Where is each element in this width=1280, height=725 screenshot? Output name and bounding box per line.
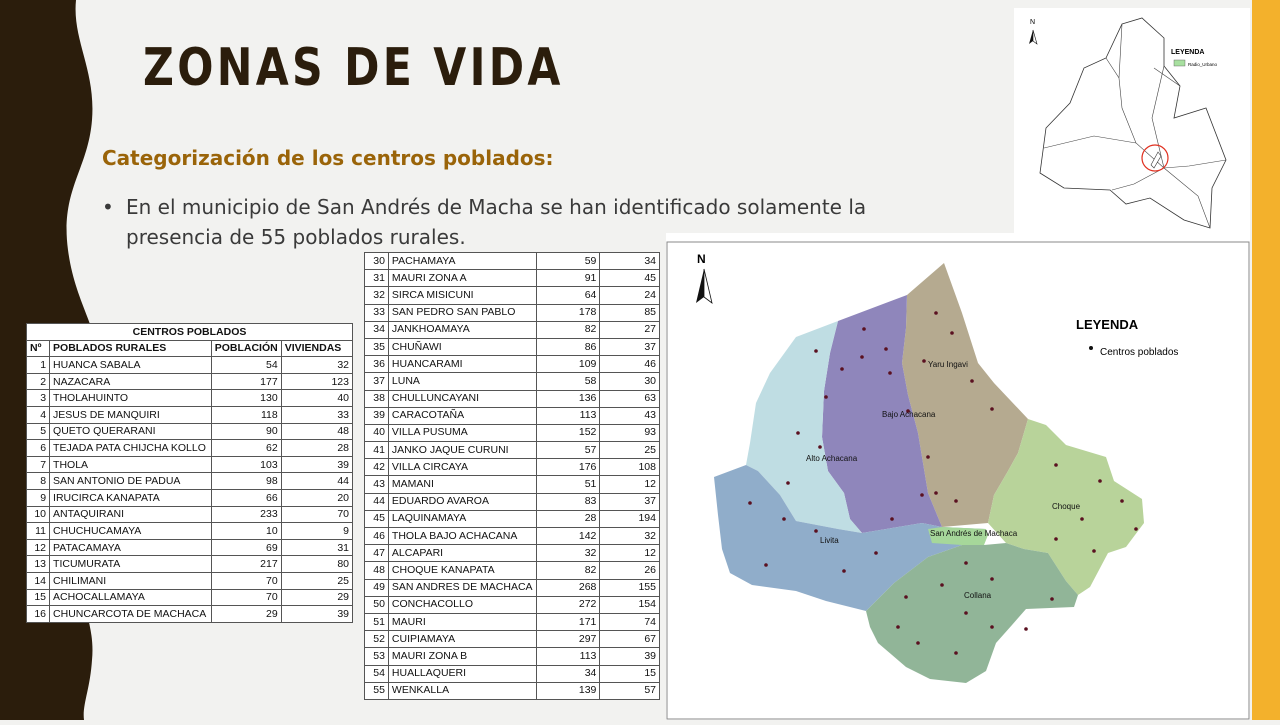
cell-poblado: IRUCIRCA KANAPATA <box>50 489 212 506</box>
cell-poblado: MAURI ZONA A <box>388 270 536 287</box>
table-row <box>27 489 353 506</box>
cell-poblado: SAN PEDRO SAN PABLO <box>388 304 536 321</box>
table-row <box>365 579 660 596</box>
cell-poblado: ANTAQUIRANI <box>50 506 212 523</box>
cell-viviendas: 12 <box>600 476 660 493</box>
cell-viviendas: 27 <box>600 321 660 338</box>
table-row <box>27 423 353 440</box>
table-row <box>365 510 660 527</box>
cell-number: 46 <box>365 528 389 545</box>
cell-poblacion: 142 <box>536 528 600 545</box>
cell-poblacion: 171 <box>536 613 600 630</box>
cell-number: 32 <box>365 287 389 304</box>
table-row <box>27 606 353 623</box>
cell-poblado: HUALLAQUERI <box>388 665 536 682</box>
cell-poblado: SAN ANDRES DE MACHACA <box>388 579 536 596</box>
cell-poblado: CHULLUNCAYANI <box>388 390 536 407</box>
zone-label-collana: Collana <box>964 591 992 600</box>
cell-viviendas: 32 <box>281 357 352 374</box>
cell-viviendas: 154 <box>600 596 660 613</box>
table-row <box>27 473 353 490</box>
cell-poblado: CUIPIAMAYA <box>388 631 536 648</box>
table-row <box>365 407 660 424</box>
cell-viviendas: 194 <box>600 510 660 527</box>
cell-number: 6 <box>27 440 50 457</box>
cell-poblado: THOLAHUINTO <box>50 390 212 407</box>
map-north-label: N <box>697 252 706 266</box>
cell-number: 31 <box>365 270 389 287</box>
zone-label-choque: Choque <box>1052 502 1081 511</box>
map-legend-title: LEYENDA <box>1076 317 1139 332</box>
table-row <box>365 648 660 665</box>
cell-number: 11 <box>27 523 50 540</box>
cell-number: 44 <box>365 493 389 510</box>
cell-viviendas: 33 <box>281 406 352 423</box>
cell-poblacion: 58 <box>536 373 600 390</box>
zone-label-yaru-ingavi: Yaru Ingavi <box>928 360 968 369</box>
cell-number: 39 <box>365 407 389 424</box>
cell-viviendas: 25 <box>600 442 660 459</box>
table-row <box>27 440 353 457</box>
cell-poblado: MAURI ZONA B <box>388 648 536 665</box>
table-row <box>365 338 660 355</box>
inset-north-arrow-icon <box>1029 30 1033 44</box>
cell-poblacion: 29 <box>211 606 281 623</box>
cell-number: 53 <box>365 648 389 665</box>
table-row <box>365 682 660 699</box>
cell-viviendas: 80 <box>281 556 352 573</box>
zone-label-alto-achacana: Alto Achacana <box>806 454 858 463</box>
cell-number: 5 <box>27 423 50 440</box>
cell-viviendas: 40 <box>281 390 352 407</box>
cell-poblado: CHUNCARCOTA DE MACHACA <box>50 606 212 623</box>
cell-poblacion: 70 <box>211 589 281 606</box>
cell-poblacion: 118 <box>211 406 281 423</box>
cell-number: 2 <box>27 373 50 390</box>
cell-viviendas: 155 <box>600 579 660 596</box>
cell-viviendas: 39 <box>600 648 660 665</box>
cell-viviendas: 26 <box>600 562 660 579</box>
cell-number: 55 <box>365 682 389 699</box>
cell-poblado: CHOQUE KANAPATA <box>388 562 536 579</box>
cell-poblacion: 178 <box>536 304 600 321</box>
cell-number: 9 <box>27 489 50 506</box>
cell-number: 47 <box>365 545 389 562</box>
cell-viviendas: 34 <box>600 253 660 270</box>
table-row <box>365 253 660 270</box>
cell-poblacion: 98 <box>211 473 281 490</box>
cell-poblado: CONCHACOLLO <box>388 596 536 613</box>
cell-poblado: TICUMURATA <box>50 556 212 573</box>
zone-label-livita: Livita <box>820 536 839 545</box>
cell-poblado: WENKALLA <box>388 682 536 699</box>
cell-poblacion: 136 <box>536 390 600 407</box>
zone-label-san-andres: San Andrés de Machaca <box>930 529 1018 538</box>
cell-poblado: VILLA CIRCAYA <box>388 459 536 476</box>
cell-viviendas: 29 <box>281 589 352 606</box>
cell-number: 42 <box>365 459 389 476</box>
table-row <box>365 493 660 510</box>
cell-number: 14 <box>27 572 50 589</box>
cell-viviendas: 32 <box>600 528 660 545</box>
table-row <box>365 373 660 390</box>
cell-viviendas: 93 <box>600 424 660 441</box>
inset-north-label: N <box>1030 19 1036 26</box>
cell-number: 37 <box>365 373 389 390</box>
cell-number: 49 <box>365 579 389 596</box>
cell-viviendas: 20 <box>281 489 352 506</box>
table-row <box>365 356 660 373</box>
inset-legend-swatch <box>1174 60 1185 66</box>
table-row <box>365 390 660 407</box>
cell-poblacion: 152 <box>536 424 600 441</box>
cell-poblacion: 113 <box>536 648 600 665</box>
table-row <box>365 442 660 459</box>
cell-poblado: MAMANI <box>388 476 536 493</box>
cell-number: 45 <box>365 510 389 527</box>
cell-viviendas: 67 <box>600 631 660 648</box>
table-row <box>27 390 353 407</box>
cell-number: 52 <box>365 631 389 648</box>
cell-poblacion: 272 <box>536 596 600 613</box>
cell-poblado: ALCAPARI <box>388 545 536 562</box>
table-row <box>27 539 353 556</box>
cell-poblacion: 70 <box>211 572 281 589</box>
cell-viviendas: 37 <box>600 493 660 510</box>
cell-poblacion: 57 <box>536 442 600 459</box>
cell-poblacion: 109 <box>536 356 600 373</box>
main-map-graphic <box>666 233 1250 720</box>
cell-poblado: CARACOTAÑA <box>388 407 536 424</box>
cell-number: 15 <box>27 589 50 606</box>
cell-poblacion: 66 <box>211 489 281 506</box>
table-row <box>365 321 660 338</box>
cell-viviendas: 74 <box>600 613 660 630</box>
cell-number: 38 <box>365 390 389 407</box>
table-row <box>365 476 660 493</box>
table-row <box>27 373 353 390</box>
table-row <box>365 631 660 648</box>
column-header: Nº <box>27 340 50 357</box>
table-row <box>365 596 660 613</box>
cell-viviendas: 25 <box>281 572 352 589</box>
cell-number: 8 <box>27 473 50 490</box>
cell-poblado: VILLA PUSUMA <box>388 424 536 441</box>
cell-poblacion: 51 <box>536 476 600 493</box>
cell-poblacion: 86 <box>536 338 600 355</box>
cell-number: 36 <box>365 356 389 373</box>
inset-map-graphic <box>1014 8 1250 233</box>
cell-poblado: ACHOCALLAMAYA <box>50 589 212 606</box>
cell-poblacion: 90 <box>211 423 281 440</box>
cell-viviendas: 48 <box>281 423 352 440</box>
table-row <box>365 613 660 630</box>
cell-poblacion: 217 <box>211 556 281 573</box>
cell-viviendas: 108 <box>600 459 660 476</box>
cell-poblado: CHILIMANI <box>50 572 212 589</box>
cell-poblacion: 54 <box>211 357 281 374</box>
cell-poblacion: 139 <box>536 682 600 699</box>
cell-viviendas: 85 <box>600 304 660 321</box>
inset-legend-title: LEYENDA <box>1171 49 1205 56</box>
table-row <box>365 665 660 682</box>
table-row <box>365 459 660 476</box>
cell-number: 7 <box>27 456 50 473</box>
cell-viviendas: 24 <box>600 287 660 304</box>
cell-number: 1 <box>27 357 50 374</box>
cell-poblado: LUNA <box>388 373 536 390</box>
cell-poblacion: 10 <box>211 523 281 540</box>
cell-poblado: JANKHOAMAYA <box>388 321 536 338</box>
cell-number: 43 <box>365 476 389 493</box>
cell-poblacion: 233 <box>211 506 281 523</box>
column-header: POBLADOS RURALES <box>50 340 212 357</box>
table-row <box>365 304 660 321</box>
cell-poblado: THOLA <box>50 456 212 473</box>
cell-poblacion: 177 <box>211 373 281 390</box>
table-row <box>365 528 660 545</box>
table-row <box>27 572 353 589</box>
cell-poblacion: 83 <box>536 493 600 510</box>
cell-poblado: THOLA BAJO ACHACANA <box>388 528 536 545</box>
cell-viviendas: 45 <box>600 270 660 287</box>
cell-poblado: PATACAMAYA <box>50 539 212 556</box>
table-row <box>365 424 660 441</box>
slide-subtitle: Categorización de los centros poblados: <box>102 146 554 170</box>
table-row <box>27 589 353 606</box>
inset-map <box>1014 8 1250 233</box>
cell-viviendas: 63 <box>600 390 660 407</box>
bullet-text: En el municipio de San Andrés de Macha se han identificado solamente la presencia de 55 poblados rurales. <box>126 195 867 249</box>
cell-poblado: PACHAMAYA <box>388 253 536 270</box>
cell-number: 41 <box>365 442 389 459</box>
cell-poblado: HUANCARAMI <box>388 356 536 373</box>
cell-poblacion: 103 <box>211 456 281 473</box>
table-row <box>27 523 353 540</box>
cell-viviendas: 12 <box>600 545 660 562</box>
main-map <box>666 233 1250 720</box>
cell-poblacion: 82 <box>536 562 600 579</box>
table-centros-poblados <box>26 323 353 623</box>
cell-number: 30 <box>365 253 389 270</box>
cell-poblado: MAURI <box>388 613 536 630</box>
map-legend-item: Centros poblados <box>1100 347 1179 358</box>
cell-poblacion: 176 <box>536 459 600 476</box>
cell-poblacion: 59 <box>536 253 600 270</box>
bullet-dot-icon: • <box>102 195 114 219</box>
cell-viviendas: 9 <box>281 523 352 540</box>
cell-poblado: TEJADA PATA CHIJCHA KOLLO <box>50 440 212 457</box>
table-centros-poblados-continued <box>364 252 660 700</box>
slide-title: ZONAS DE VIDA <box>143 38 564 98</box>
cell-poblacion: 34 <box>536 665 600 682</box>
legend-dot-icon <box>1089 346 1093 350</box>
cell-number: 16 <box>27 606 50 623</box>
cell-viviendas: 28 <box>281 440 352 457</box>
cell-viviendas: 37 <box>600 338 660 355</box>
cell-number: 48 <box>365 562 389 579</box>
cell-poblacion: 62 <box>211 440 281 457</box>
table-row <box>27 556 353 573</box>
cell-viviendas: 70 <box>281 506 352 523</box>
cell-number: 13 <box>27 556 50 573</box>
cell-number: 4 <box>27 406 50 423</box>
cell-poblado: CHUCHUCAMAYA <box>50 523 212 540</box>
cell-poblado: JESUS DE MANQUIRI <box>50 406 212 423</box>
cell-number: 50 <box>365 596 389 613</box>
cell-viviendas: 30 <box>600 373 660 390</box>
column-header: VIVIENDAS <box>281 340 352 357</box>
cell-poblado: HUANCA SABALA <box>50 357 212 374</box>
cell-poblado: SIRCA MISICUNI <box>388 287 536 304</box>
table-row <box>27 357 353 374</box>
cell-viviendas: 31 <box>281 539 352 556</box>
cell-poblado: CHUÑAWI <box>388 338 536 355</box>
cell-poblado: NAZACARA <box>50 373 212 390</box>
cell-number: 12 <box>27 539 50 556</box>
inset-legend-item: Radio_Urbano <box>1188 62 1218 67</box>
table-row <box>365 270 660 287</box>
cell-number: 54 <box>365 665 389 682</box>
cell-poblacion: 268 <box>536 579 600 596</box>
cell-viviendas: 15 <box>600 665 660 682</box>
cell-poblacion: 82 <box>536 321 600 338</box>
cell-poblado: JANKO JAQUE CURUNI <box>388 442 536 459</box>
cell-viviendas: 43 <box>600 407 660 424</box>
cell-viviendas: 123 <box>281 373 352 390</box>
cell-poblacion: 28 <box>536 510 600 527</box>
table-row <box>27 506 353 523</box>
cell-viviendas: 39 <box>281 456 352 473</box>
table-caption: CENTROS POBLADOS <box>27 324 353 341</box>
cell-poblado: SAN ANTONIO DE PADUA <box>50 473 212 490</box>
zone-label-bajo-achacana: Bajo Achacana <box>882 410 936 419</box>
table-row <box>365 545 660 562</box>
cell-number: 35 <box>365 338 389 355</box>
cell-poblacion: 130 <box>211 390 281 407</box>
cell-viviendas: 39 <box>281 606 352 623</box>
table-row <box>27 456 353 473</box>
table-row <box>27 406 353 423</box>
cell-viviendas: 57 <box>600 682 660 699</box>
cell-number: 34 <box>365 321 389 338</box>
table-row <box>365 562 660 579</box>
cell-poblacion: 113 <box>536 407 600 424</box>
cell-poblacion: 64 <box>536 287 600 304</box>
cell-number: 10 <box>27 506 50 523</box>
cell-poblado: LAQUINAMAYA <box>388 510 536 527</box>
cell-poblacion: 91 <box>536 270 600 287</box>
cell-number: 40 <box>365 424 389 441</box>
cell-viviendas: 44 <box>281 473 352 490</box>
column-header: POBLACIÓN <box>211 340 281 357</box>
cell-number: 3 <box>27 390 50 407</box>
cell-viviendas: 46 <box>600 356 660 373</box>
right-accent-strip <box>1252 0 1280 720</box>
cell-poblado: EDUARDO AVAROA <box>388 493 536 510</box>
cell-poblacion: 69 <box>211 539 281 556</box>
cell-number: 33 <box>365 304 389 321</box>
cell-number: 51 <box>365 613 389 630</box>
cell-poblacion: 32 <box>536 545 600 562</box>
cell-poblacion: 297 <box>536 631 600 648</box>
table-row <box>365 287 660 304</box>
cell-poblado: QUETO QUERARANI <box>50 423 212 440</box>
